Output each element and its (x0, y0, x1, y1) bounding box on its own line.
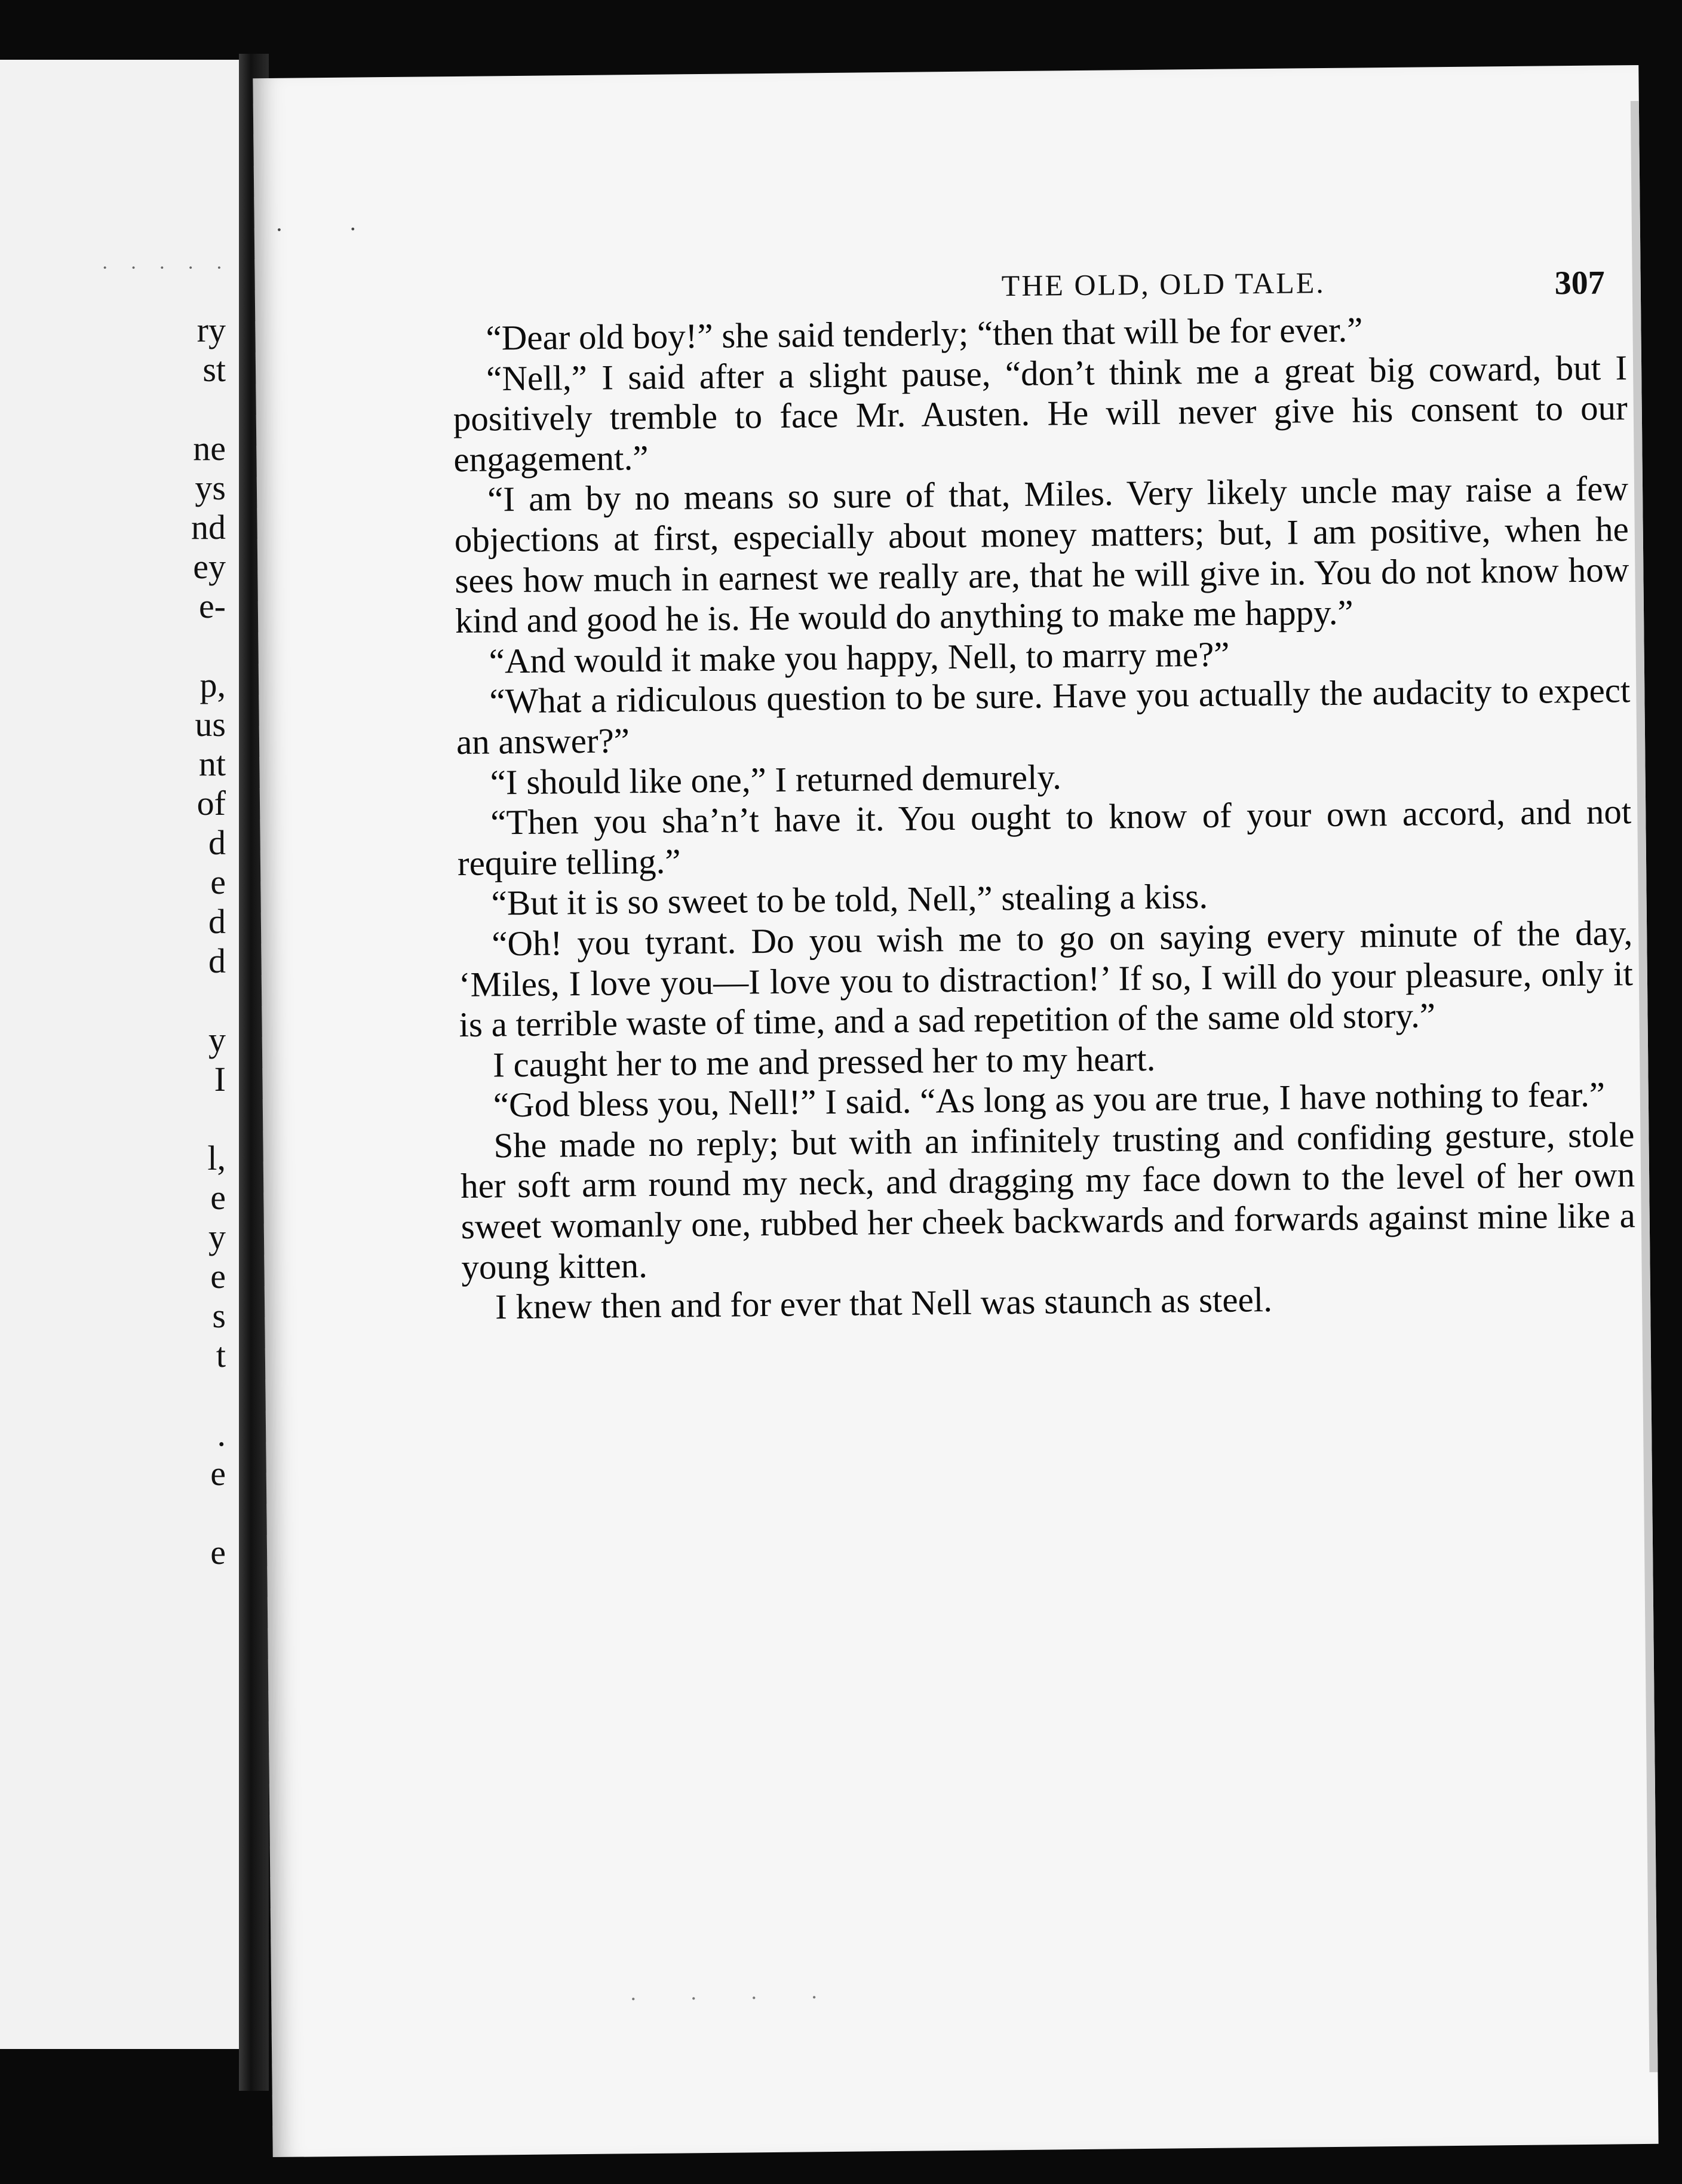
previous-page-line-ending: l, (207, 1139, 226, 1177)
previous-page-line-ending: y (208, 1217, 226, 1256)
previous-page-line-ending: e- (198, 587, 226, 625)
paragraph: “But it is so sweet to be told, Nell,” stealing a kiss. (491, 876, 1208, 923)
previous-page-line-ending: st (202, 350, 226, 389)
paragraph: I caught her to me and pressed her to my heart. (492, 1038, 1156, 1085)
page-edge (1631, 101, 1658, 2072)
paragraph: “I should like one,” I returned demurely. (490, 756, 1062, 802)
paragraph: I knew then and for ever that Nell was staunch as steel. (495, 1280, 1273, 1327)
book-page (253, 65, 1658, 2157)
paragraph: She made no reply; but with an infinitely trusting and confiding gesture, stole her soft arm round my neck, and dragging my face down to the level of her own sweet womanly one, rubbed her cheek backwards and forwards against mine like a young kitten. (460, 1114, 1636, 1287)
previous-page-line-ending: ys (195, 468, 226, 507)
previous-page-line-ending: y (208, 1020, 226, 1059)
previous-page-line-ending: ne (193, 429, 226, 468)
stray-marks-top: · · (275, 215, 387, 243)
previous-page-line-ending: e (210, 1257, 226, 1296)
previous-page-line-ending: ey (193, 547, 226, 586)
previous-page-line-ending: d (208, 902, 226, 941)
paragraph: “Then you sha’n’t have it. You ought to know of your own accord, and not require telling.” (457, 792, 1632, 883)
previous-page-line-ending: d (208, 941, 226, 980)
previous-page-line-ending: e (210, 1178, 226, 1217)
previous-page-line-ending: p, (199, 665, 226, 704)
stray-marks: · · · · · (102, 257, 231, 279)
paragraph: “God bless you, Nell!” I said. “As long as you are true, I have nothing to fear.” (493, 1074, 1606, 1125)
previous-page-line-ending: e (210, 1533, 226, 1572)
previous-page-line-ending: t (216, 1336, 226, 1375)
paragraph: “Oh! you tyrant. Do you wish me to go on saying every minute of the day, ‘Miles, I love you—I love you to distraction!’ If so, I will do your pleasure, only it is a terrible waste of time, and a sad repetition of the same old story.” (458, 913, 1634, 1045)
previous-page-line-ending: . (217, 1415, 226, 1453)
body-text (452, 307, 1636, 1328)
paragraph: “I am by no means so sure of that, Miles. Very likely uncle may raise a few objections at first, especially about money matters; but, I am positive, when he sees how much in earnest we really are, that he will give in. You do not know how kind and good he is. He would do anything to make me happy.” (454, 468, 1629, 641)
paragraph: “What a ridiculous question to be sure. Have you actually the audacity to expect an answer?” (456, 670, 1631, 762)
previous-page-line-ending: s (212, 1296, 226, 1335)
previous-page-line-ending: I (214, 1060, 226, 1099)
previous-page-line-ending: us (195, 705, 226, 744)
previous-page-line-ending: of (197, 784, 226, 823)
paragraph: “And would it make you happy, Nell, to marry me?” (489, 634, 1230, 681)
previous-page-line-ending: e (210, 863, 226, 901)
previous-page-line-ending: nd (191, 508, 226, 547)
previous-page-fragment (0, 60, 239, 2049)
previous-page-line-ending: d (208, 823, 226, 862)
previous-page-line-ending: e (210, 1454, 226, 1493)
paragraph: “Dear old boy!” she said tenderly; “then that will be for ever.” (486, 309, 1363, 358)
previous-page-line-ending: ry (197, 311, 226, 349)
page-header (446, 262, 1629, 315)
running-head: THE OLD, OLD TALE. (1001, 265, 1326, 303)
previous-page-line-ending: nt (198, 744, 226, 783)
stray-marks-bottom: · · · · (630, 1984, 842, 2011)
page-number: 307 (1554, 264, 1606, 302)
paragraph: “Nell,” I said after a slight pause, “don’t think me a great big coward, but I positively tremble to face Mr. Austen. He will never give his consent to our engagement.” (453, 347, 1628, 479)
